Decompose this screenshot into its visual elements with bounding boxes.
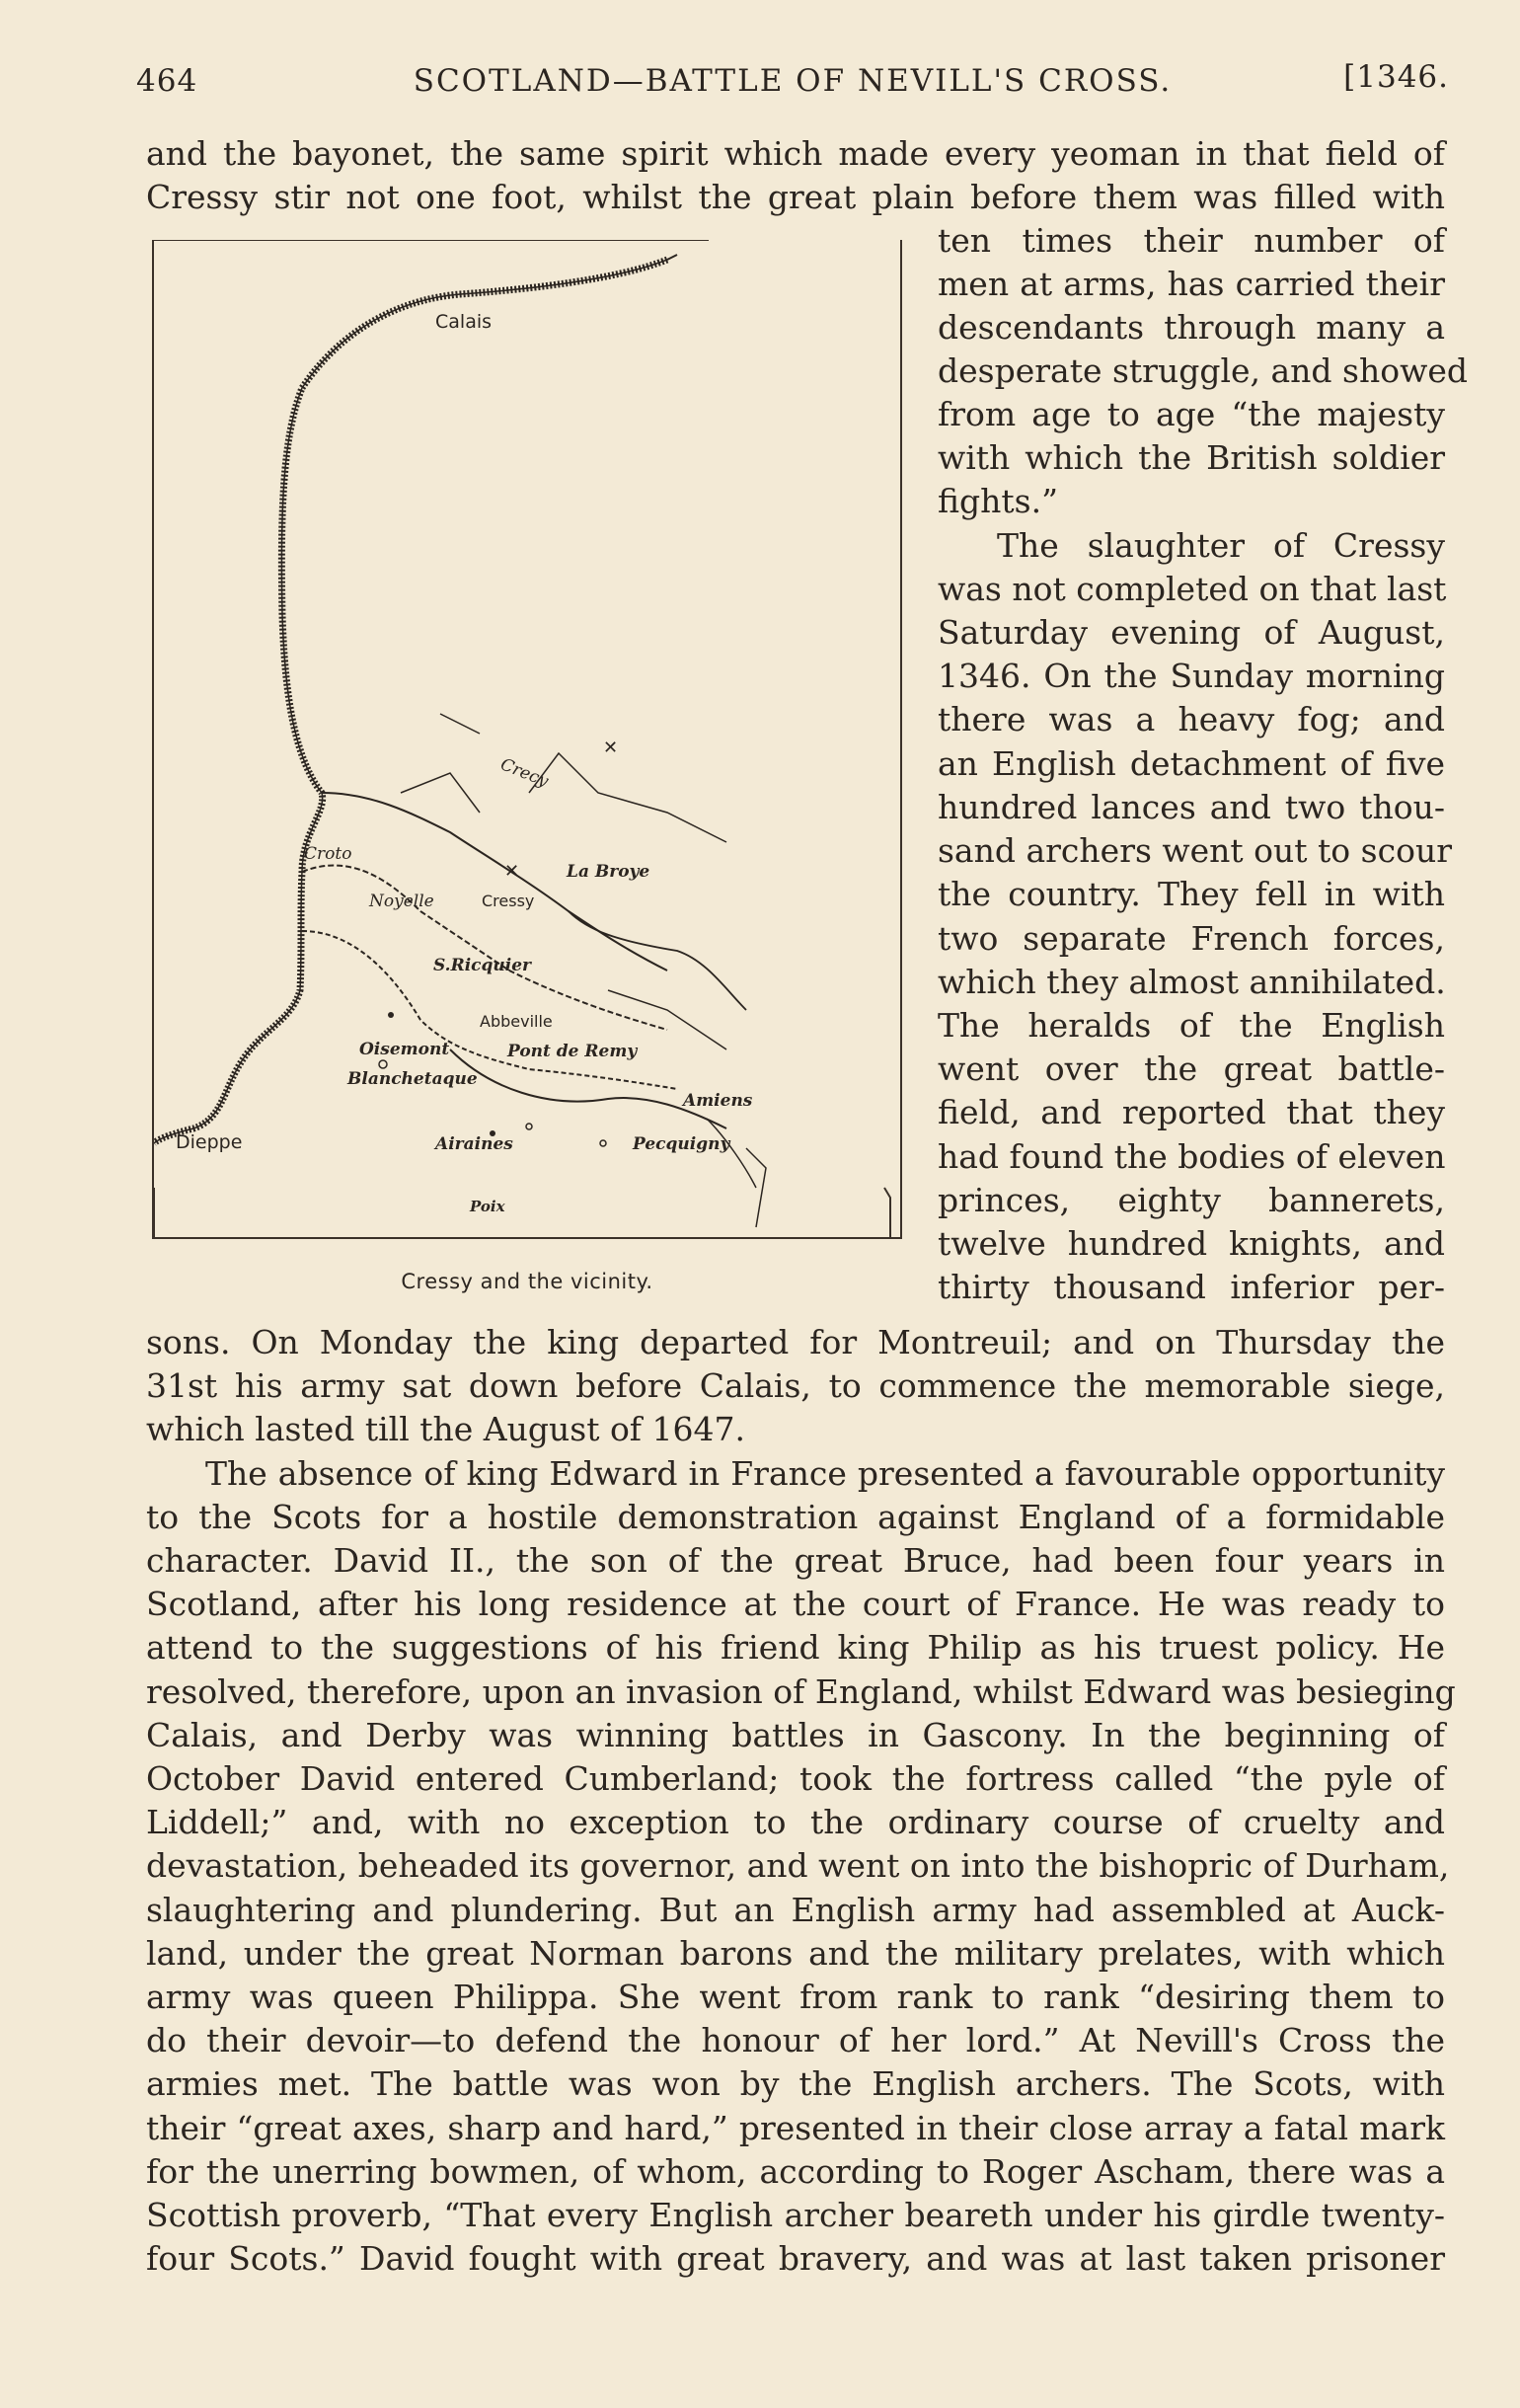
text-line: Saturday evening of August, — [938, 613, 1445, 652]
text-line: desperate struggle, and showed — [938, 351, 1469, 390]
map-label-dieppe: Dieppe — [176, 1131, 243, 1153]
text-line: field, and reported that they — [938, 1093, 1445, 1131]
text-line: land, under the great Norman barons and the military prelates, with which — [146, 1934, 1445, 1973]
text-line: sons. On Monday the king departed for Montreuil; and on Thursday the — [146, 1323, 1445, 1361]
text-line: their “great axes, sharp and hard,” presented in their close array a fatal mark — [146, 2109, 1445, 2147]
map-caption: Cressy and the vicinity. — [401, 1270, 653, 1293]
text-line: the country. They fell in with — [938, 875, 1445, 913]
map-label-cressy: Cressy — [482, 892, 535, 910]
text-line: an English detachment of five — [938, 744, 1445, 783]
text-line: 31st his army sat down before Calais, to commence the memorable siege, — [146, 1366, 1445, 1405]
map-label-oisemont: Oisemont — [359, 1040, 450, 1059]
text-line: ten times their number of — [938, 221, 1445, 260]
map-label-crecy-forest: Crecy — [497, 754, 552, 792]
text-line: descendants through many a — [938, 308, 1445, 347]
map-illustration — [152, 240, 902, 1239]
map-label-amiens: Amiens — [683, 1091, 753, 1111]
text-line: The absence of king Edward in France presented a favourable opportunity — [205, 1454, 1445, 1493]
map-label-pont-de-remy: Pont de Remy — [507, 1042, 638, 1061]
text-line: resolved, therefore, upon an invasion of England, whilst Edward was besieging — [146, 1672, 1456, 1711]
text-line: with which the British soldier — [938, 438, 1445, 477]
map-label-pecquigny: Pecquigny — [633, 1134, 730, 1154]
map-label-croto: Croto — [304, 844, 352, 864]
map-label-poix: Poix — [470, 1198, 505, 1215]
text-line: Cressy stir not one foot, whilst the great plain before them was filled with — [146, 178, 1445, 216]
page-number: 464 — [136, 63, 198, 99]
map-label-airaines: Airaines — [435, 1134, 513, 1154]
text-line: The heralds of the English — [938, 1006, 1445, 1045]
year-marker: [1346. — [1343, 59, 1449, 95]
text-line: which lasted till the August of 1647. — [146, 1410, 745, 1448]
page-title: SCOTLAND—BATTLE OF NEVILL'S CROSS. — [413, 63, 1173, 99]
text-line: four Scots.” David fought with great bravery, and was at last taken prisoner — [146, 2239, 1445, 2278]
text-line: from age to age “the majesty — [938, 395, 1445, 433]
text-line: princes, eighty bannerets, — [938, 1181, 1445, 1219]
text-line: 1346. On the Sunday morning — [938, 657, 1445, 695]
text-line: attend to the suggestions of his friend king Philip as his truest policy. He — [146, 1628, 1445, 1667]
text-line: slaughtering and plundering. But an English army had assembled at Auck- — [146, 1891, 1445, 1929]
text-line: Scotland, after his long residence at the court of France. He was ready to — [146, 1585, 1445, 1623]
svg-text:✕: ✕ — [603, 738, 619, 758]
map-label-noyelle: Noyelle — [369, 892, 434, 911]
text-line: thirty thousand inferior per- — [938, 1268, 1445, 1306]
svg-text:✕: ✕ — [504, 861, 520, 882]
running-header — [136, 55, 1449, 107]
text-line: sand archers went out to scour — [938, 831, 1452, 870]
text-line: Liddell;” and, with no exception to the ordinary course of cruelty and — [146, 1803, 1445, 1841]
text-line: hundred lances and two thou- — [938, 788, 1445, 826]
map-label-abbeville: Abbeville — [480, 1012, 553, 1031]
text-line: to the Scots for a hostile demonstration against England of a formidable — [146, 1498, 1445, 1536]
text-line: Scottish proverb, “That every English archer beareth under his girdle twenty- — [146, 2196, 1445, 2234]
text-line: twelve hundred knights, and — [938, 1224, 1445, 1263]
text-line: do their devoir—to defend the honour of her lord.” At Nevill's Cross the — [146, 2021, 1445, 2059]
text-line: for the unerring bowmen, of whom, according to Roger Ascham, there was a — [146, 2152, 1445, 2191]
map-drawing — [154, 240, 904, 1239]
map-label-blanchetaque: Blanchetaque — [347, 1069, 478, 1089]
text-line: October David entered Cumberland; took the fortress called “the pyle of — [146, 1759, 1445, 1798]
text-line: had found the bodies of eleven — [938, 1137, 1446, 1176]
text-line: went over the great battle- — [938, 1049, 1445, 1088]
map-label-calais: Calais — [435, 311, 493, 333]
text-line: army was queen Philippa. She went from rank to rank “desiring them to — [146, 1978, 1445, 2016]
text-line: fights.” — [938, 482, 1058, 520]
map-label-st-ricquier: S.Ricquier — [433, 956, 532, 975]
text-line: men at arms, has carried their — [938, 265, 1445, 303]
text-line: armies met. The battle was won by the English archers. The Scots, with — [146, 2064, 1445, 2103]
map-label-la-broye: La Broye — [567, 862, 650, 882]
text-line: Calais, and Derby was winning battles in Gascony. In the beginning of — [146, 1716, 1445, 1754]
text-line: devastation, beheaded its governor, and went on into the bishopric of Durham, — [146, 1846, 1450, 1885]
text-line: there was a heavy fog; and — [938, 700, 1445, 738]
text-line: and the bayonet, the same spirit which made every yeoman in that field of — [146, 134, 1445, 173]
text-line: two separate French forces, — [938, 919, 1445, 958]
text-line: character. David II., the son of the great Bruce, had been four years in — [146, 1541, 1445, 1580]
text-line: The slaughter of Cressy — [997, 526, 1445, 565]
text-line: was not completed on that last — [938, 570, 1447, 608]
text-line: which they almost annihilated. — [938, 963, 1446, 1001]
